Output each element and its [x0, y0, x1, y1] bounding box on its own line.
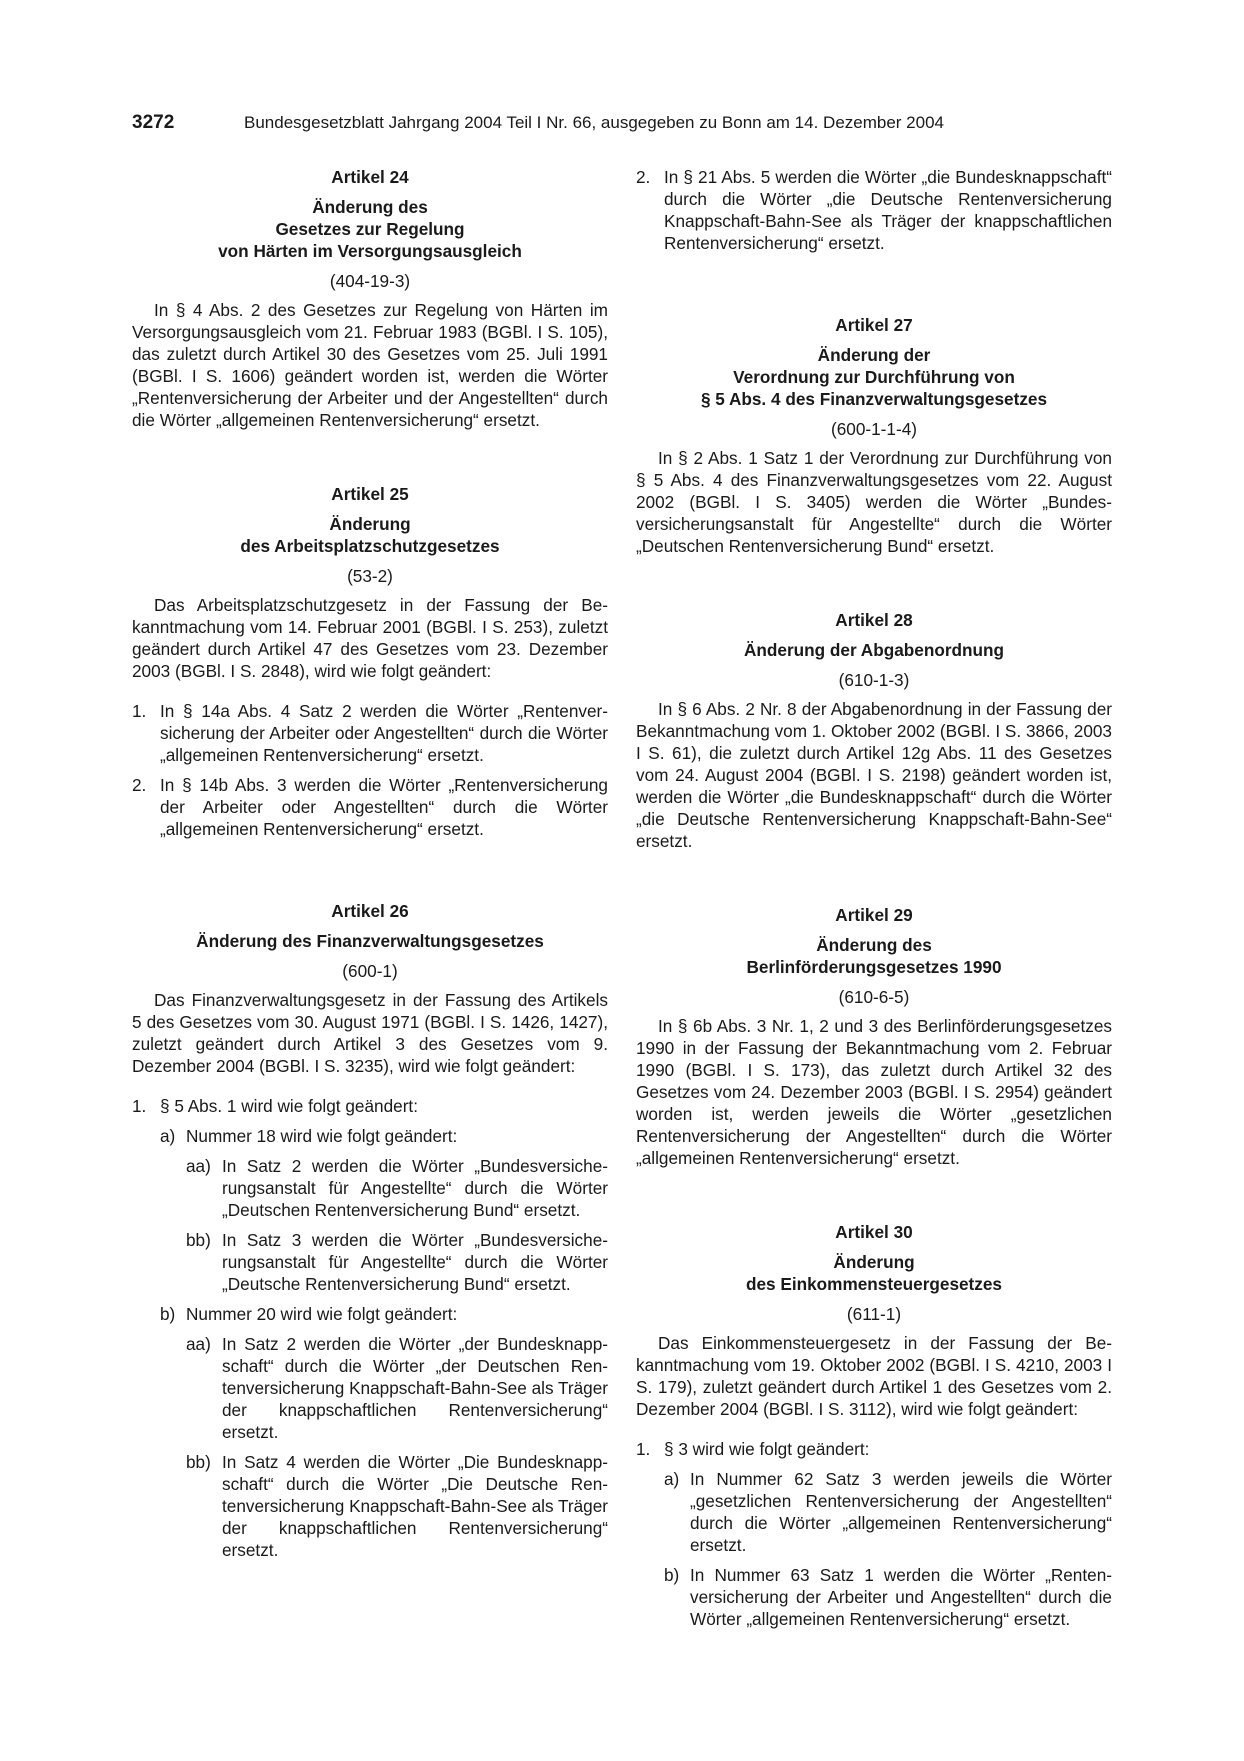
title-line: des Einkommensteuergesetzes [745, 1274, 1002, 1294]
list-item [636, 1438, 1112, 1460]
article-title [132, 930, 608, 952]
title-line: § 5 Abs. 4 des Finanzverwaltungsgesetzes [700, 389, 1048, 409]
article-label: Artikel 30 [835, 1222, 913, 1242]
title-line: Änderung der Abgabenordnung [743, 640, 1005, 660]
list-item [186, 1229, 608, 1295]
title-line: Änderung der [817, 345, 931, 365]
article-label: Artikel 25 [331, 484, 409, 504]
article-title [132, 513, 608, 557]
item-number: bb) [186, 1452, 211, 1472]
item-number: a) [664, 1469, 680, 1489]
article-29 [636, 904, 1112, 1169]
section-gap [636, 852, 1112, 904]
fna-reference: (404-19-3) [329, 271, 411, 291]
article-label: Artikel 28 [835, 610, 913, 630]
article-24 [132, 166, 608, 431]
article-body: Das Arbeitsplatzschutzgesetz in der Fassung der Bekanntmachung vom 14. Februar 2001 (BGBl. I S. 253), zuletzt geändert durch Artikel 47 des Gesetzes vom 23. Dezember 2003 (BGBl. I S. 2848), wird wie folgt geändert: [132, 595, 608, 681]
title-line: Berlinförderungsgesetzes 1990 [746, 957, 1002, 977]
amendment-list [636, 1438, 1112, 1630]
fna-reference: (611-1) [846, 1304, 902, 1324]
article-title [132, 196, 608, 262]
list-item [132, 1095, 608, 1117]
list-item [186, 1451, 608, 1561]
item-text: In Nummer 63 Satz 1 werden die Wörter „Rentenversicherung der Arbeiter und Angestellten“ durch die Wörter „allgemeinen Rentenversicherung“ ersetzt. [690, 1565, 1112, 1629]
section-gap [636, 262, 1112, 314]
list-item [186, 1155, 608, 1221]
item-number: 2. [636, 167, 651, 187]
item-text: In Satz 2 werden die Wörter „Bundesversicherungsanstalt für Angestellte“ durch die Wörter „Deutschen Rentenversicherung Bund“ ersetzt. [222, 1156, 608, 1220]
article-body: Das Finanzverwaltungsgesetz in der Fassung des Artikels 5 des Gesetzes vom 30. August 1971 (BGBl. I S. 1426, 1427), zuletzt geändert durch Artikel 3 des Gesetzes vom 9. Dezember 2004 (BGBl. I S. 3235), wird wie folgt geändert: [132, 990, 608, 1076]
title-line: Änderung des Finanzverwaltungsgesetzes [196, 931, 544, 951]
item-number: 1. [132, 1096, 147, 1116]
article-30 [636, 1221, 1112, 1630]
item-number: 2. [132, 775, 147, 795]
section-gap [132, 431, 608, 483]
item-number: aa) [186, 1156, 211, 1176]
item-text: In Nummer 62 Satz 3 werden jeweils die Wörter „gesetzlichen Rentenversicherung der Angestellten“ durch die Wörter „allgemeinen Rentenversicherung“ ersetzt. [690, 1469, 1112, 1555]
title-line: Verordnung zur Durchführung von [733, 367, 1015, 387]
fna-reference: (610-6-5) [838, 987, 910, 1007]
list-item [132, 700, 608, 766]
item-text: Nummer 20 wird wie folgt geändert: [186, 1304, 458, 1324]
left-column [132, 166, 608, 1569]
fna-reference: (610-1-3) [838, 670, 910, 690]
item-text: In § 21 Abs. 5 werden die Wörter „die Bundesknappschaft“ durch die Wörter „die Deutsche Rentenversicherung Knappschaft-Bahn-See als Träger der knappschaftlichen Rentenversicherung“ ersetzt. [664, 167, 1112, 253]
item-number: a) [160, 1126, 176, 1146]
item-text: § 3 wird wie folgt geändert: [664, 1439, 870, 1459]
item-text: Nummer 18 wird wie folgt geändert: [186, 1126, 458, 1146]
item-number: bb) [186, 1230, 211, 1250]
item-text: In § 14b Abs. 3 werden die Wörter „Rentenversicherung der Arbeiter oder Angestellten“ durch die Wörter „allgemeinen Rentenversicherung“ ersetzt. [160, 775, 608, 839]
article-25 [132, 483, 608, 840]
journal-line: Bundesgesetzblatt Jahrgang 2004 Teil I Nr. 66, ausgegeben zu Bonn am 14. Dezember 2004 [244, 113, 944, 132]
list-item [664, 1468, 1112, 1556]
section-gap [132, 848, 608, 900]
article-body: In § 6 Abs. 2 Nr. 8 der Abgabenordnung in der Fassung der Bekanntmachung vom 1. Oktober 2002 (BGBl. I S. 3866, 2003 I S. 61), die zuletzt durch Artikel 12g Abs. 11 des Gesetzes vom 24. August 2004 (BGBl. I S. 2198) geändert worden ist, werden die Wörter „die Bundesknappschaft“ durch die Wörter „die Deutsche Rentenversicherung Knappschaft-Bahn-See“ ersetzt. [636, 699, 1112, 851]
amendment-list [132, 1095, 608, 1561]
title-line: Änderung [329, 514, 411, 534]
right-column [636, 166, 1112, 1638]
article-26 [132, 900, 608, 1561]
article-body: Das Einkommensteuergesetz in der Fassung der Bekanntmachung vom 19. Oktober 2002 (BGBl. I S. 4210, 2003 I S. 179), zuletzt geändert durch Artikel 1 des Gesetzes vom 2. Dezember 2004 (BGBl. I S. 3112), wird wie folgt geändert: [636, 1333, 1112, 1419]
item-text: In Satz 2 werden die Wörter „der Bundesknappschaft“ durch die Wörter „der Deutschen Rentenversicherung Knappschaft-Bahn-See als Träger der knappschaftlichen Rentenversicherung“ ersetzt. [222, 1334, 608, 1442]
article-title [636, 934, 1112, 978]
list-item [636, 166, 1112, 254]
title-line: von Härten im Versorgungsausgleich [218, 241, 522, 261]
item-number: b) [664, 1565, 680, 1585]
fna-reference: (600-1) [342, 961, 398, 981]
item-text: § 5 Abs. 1 wird wie folgt geändert: [160, 1096, 418, 1116]
list-item [664, 1564, 1112, 1630]
list-item [186, 1333, 608, 1443]
article-28 [636, 609, 1112, 852]
item-number: b) [160, 1304, 176, 1324]
title-line: Änderung des [312, 197, 428, 217]
article-27 [636, 314, 1112, 557]
section-gap [636, 1169, 1112, 1221]
article-label: Artikel 24 [331, 167, 409, 187]
article-label: Artikel 26 [331, 901, 409, 921]
article-body: In § 6b Abs. 3 Nr. 1, 2 und 3 des Berlinförderungsgesetzes 1990 in der Fassung der Bekanntmachung vom 2. Februar 1990 (BGBl. I S. 173), das zuletzt durch Artikel 32 des Gesetzes vom 24. Dezember 2003 (BGBl. I S. 2954) geändert worden ist, werden jeweils die Wörter „gesetzlichen Rentenversicherung der Angestellten“ durch die Wörter „allgemeinen Rentenversicherung“ ersetzt. [636, 1016, 1112, 1168]
item-text: In Satz 3 werden die Wörter „Bundesversicherungsanstalt für Angestellte“ durch die Wörter „Deutsche Rentenversicherung Bund“ ersetzt. [222, 1230, 608, 1294]
list-item [132, 774, 608, 840]
article-label: Artikel 27 [835, 315, 913, 335]
item-text: In § 14a Abs. 4 Satz 2 werden die Wörter „Rentenversicherung der Arbeiter oder Angestellten“ durch die Wörter „allgemeinen Rentenversicherung“ ersetzt. [160, 701, 608, 765]
article-title [636, 344, 1112, 410]
title-line: Änderung des [816, 935, 932, 955]
page-number: 3272 [132, 112, 175, 133]
article-body: In § 2 Abs. 1 Satz 1 der Verordnung zur Durchführung von § 5 Abs. 4 des Finanzverwaltungsgesetzes vom 22. August 2002 (BGBl. I S. 3405) werden die Wörter „Bundesversicherungsanstalt für Angestellte“ durch die Wörter „Deutschen Rentenversicherung Bund“ ersetzt. [636, 448, 1112, 556]
item-number: 1. [132, 701, 147, 721]
article-title [636, 639, 1112, 661]
section-gap [636, 557, 1112, 609]
title-line: des Arbeitsplatzschutzgesetzes [240, 536, 500, 556]
item-number: aa) [186, 1334, 211, 1354]
article-label: Artikel 29 [835, 905, 913, 925]
fna-reference: (53-2) [347, 566, 393, 586]
article-title [636, 1251, 1112, 1295]
list-item [160, 1125, 608, 1147]
fna-reference: (600-1-1-4) [831, 419, 917, 439]
page-header [132, 112, 1112, 138]
list-item [160, 1303, 608, 1325]
item-text: In Satz 4 werden die Wörter „Die Bundesknappschaft“ durch die Wörter „Die Deutsche Rentenversicherung Knappschaft-Bahn-See als Träger der knappschaftlichen Rentenversicherung“ ersetzt. [222, 1452, 608, 1560]
title-line: Gesetzes zur Regelung [275, 219, 465, 239]
title-line: Änderung [833, 1252, 915, 1272]
item-number: 1. [636, 1439, 651, 1459]
amendment-list [132, 700, 608, 840]
article-body: In § 4 Abs. 2 des Gesetzes zur Regelung von Härten im Versorgungsausgleich vom 21. Februar 1983 (BGBl. I S. 105), das zuletzt durch Artikel 30 des Gesetzes vom 25. Juli 1991 (BGBl. I S. 1606) geändert worden ist, werden die Wörter „Rentenversicherung der Arbeiter und der Angestellten“ durch die Wörter „allgemeinen Rentenversicherung“ ersetzt. [132, 300, 608, 430]
